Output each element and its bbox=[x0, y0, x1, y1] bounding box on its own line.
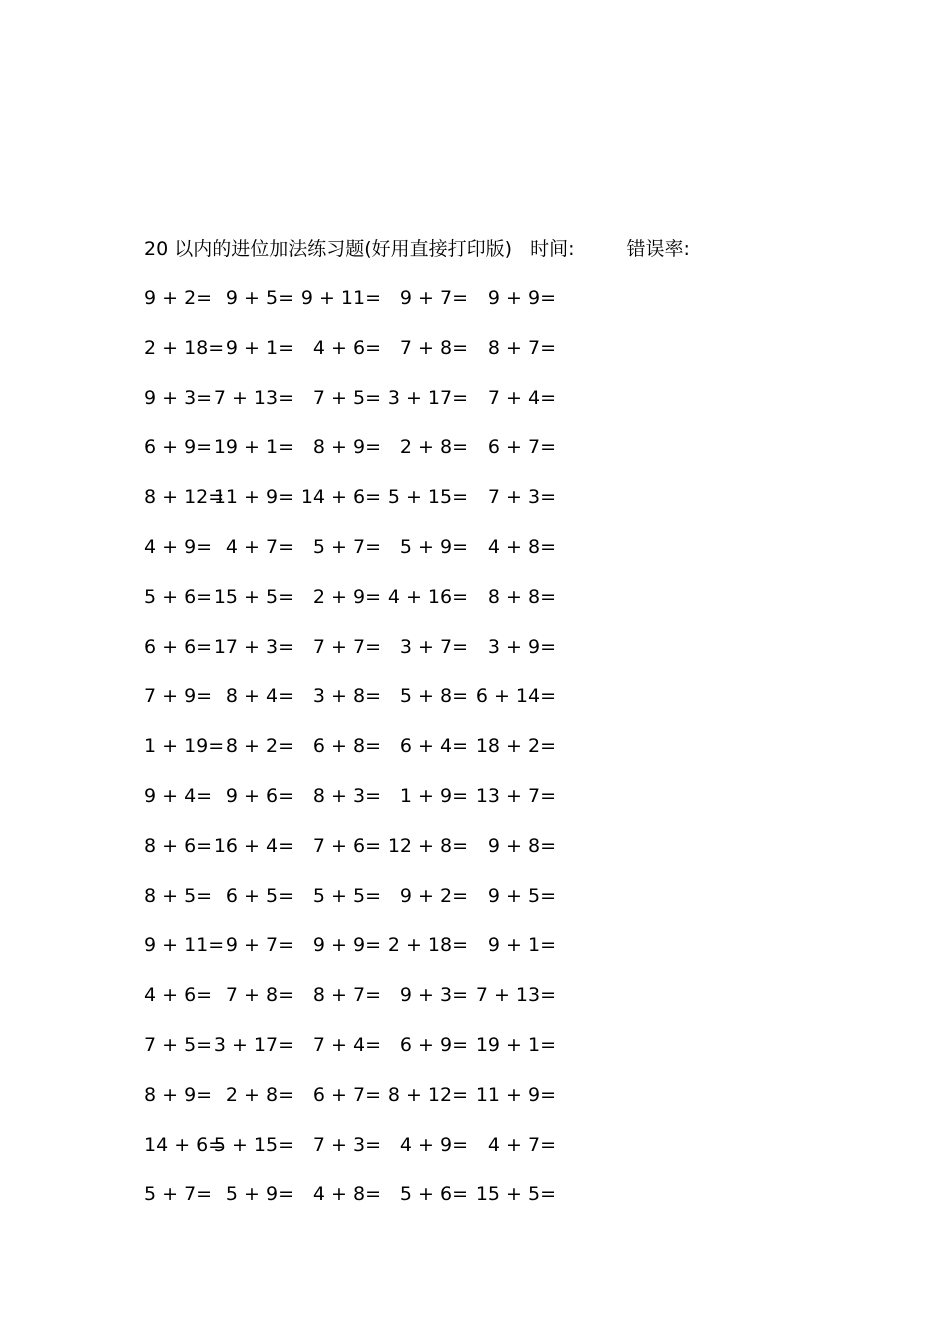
addition-problem: 8 + 12= bbox=[387, 1083, 468, 1106]
addition-problem: 2 + 8= bbox=[399, 436, 468, 459]
addition-problem: 5 + 6= bbox=[144, 585, 213, 608]
addition-problem: 12 + 8= bbox=[387, 834, 468, 857]
addition-problem: 7 + 4= bbox=[312, 1033, 381, 1056]
addition-problem: 14 + 6= bbox=[300, 486, 381, 509]
addition-problem: 9 + 3= bbox=[399, 984, 468, 1007]
addition-problem: 4 + 8= bbox=[312, 1183, 381, 1206]
addition-problem: 7 + 5= bbox=[312, 386, 381, 409]
addition-problem: 19 + 1= bbox=[213, 436, 294, 459]
addition-problem: 7 + 7= bbox=[312, 635, 381, 658]
addition-problem: 6 + 7= bbox=[487, 436, 556, 459]
addition-problem: 3 + 7= bbox=[399, 635, 468, 658]
addition-problem: 8 + 7= bbox=[487, 336, 556, 359]
addition-problem: 1 + 19= bbox=[144, 735, 225, 758]
addition-problem: 4 + 6= bbox=[144, 984, 213, 1007]
addition-problem: 7 + 13= bbox=[475, 984, 556, 1007]
addition-problem: 6 + 9= bbox=[399, 1033, 468, 1056]
addition-problem: 2 + 8= bbox=[225, 1083, 294, 1106]
addition-problem: 9 + 9= bbox=[487, 287, 556, 309]
addition-problem: 2 + 9= bbox=[312, 585, 381, 608]
addition-problem: 7 + 8= bbox=[399, 336, 468, 359]
addition-problem: 8 + 2= bbox=[225, 735, 294, 758]
problem-row bbox=[144, 533, 614, 583]
addition-problem: 5 + 15= bbox=[387, 486, 468, 509]
addition-problem: 2 + 18= bbox=[144, 336, 225, 359]
error-rate-label: 错误率: bbox=[626, 238, 690, 260]
addition-problem: 8 + 12= bbox=[144, 486, 225, 509]
addition-problem: 8 + 4= bbox=[225, 685, 294, 708]
problem-row bbox=[144, 334, 614, 384]
addition-problem: 3 + 8= bbox=[312, 685, 381, 708]
addition-problem: 9 + 4= bbox=[144, 784, 213, 807]
problem-row bbox=[144, 1180, 614, 1230]
addition-problem: 4 + 6= bbox=[312, 336, 381, 359]
problem-row bbox=[144, 483, 614, 533]
addition-problem: 9 + 6= bbox=[225, 784, 294, 807]
addition-problem: 4 + 7= bbox=[487, 1133, 556, 1156]
addition-problem: 18 + 2= bbox=[475, 735, 556, 758]
problem-row bbox=[144, 931, 614, 981]
addition-problem: 5 + 6= bbox=[399, 1183, 468, 1206]
problem-row bbox=[144, 832, 614, 882]
addition-problem: 6 + 8= bbox=[312, 735, 381, 758]
addition-problem: 4 + 16= bbox=[387, 585, 468, 608]
addition-problem: 7 + 8= bbox=[225, 984, 294, 1007]
addition-problem: 4 + 9= bbox=[399, 1133, 468, 1156]
addition-problem: 9 + 11= bbox=[300, 287, 381, 309]
addition-problem: 8 + 8= bbox=[487, 585, 556, 608]
addition-problem: 9 + 2= bbox=[144, 287, 213, 309]
addition-problem: 8 + 3= bbox=[312, 784, 381, 807]
addition-problem: 7 + 6= bbox=[312, 834, 381, 857]
addition-problem: 3 + 17= bbox=[387, 386, 468, 409]
problem-row bbox=[144, 1081, 614, 1131]
problem-row bbox=[144, 732, 614, 782]
addition-problem: 8 + 7= bbox=[312, 984, 381, 1007]
problem-row bbox=[144, 433, 614, 483]
addition-problem: 15 + 5= bbox=[213, 585, 294, 608]
addition-problem: 9 + 1= bbox=[225, 336, 294, 359]
addition-problem: 9 + 7= bbox=[225, 934, 294, 957]
problem-row bbox=[144, 1131, 614, 1181]
addition-problem: 9 + 5= bbox=[487, 884, 556, 907]
addition-problem: 9 + 11= bbox=[144, 934, 225, 957]
addition-problem: 6 + 7= bbox=[312, 1083, 381, 1106]
addition-problem: 4 + 9= bbox=[144, 535, 213, 558]
problem-row bbox=[144, 1031, 614, 1081]
problem-row bbox=[144, 284, 614, 334]
addition-problem: 9 + 3= bbox=[144, 386, 213, 409]
problem-row bbox=[144, 981, 614, 1031]
addition-problem: 6 + 4= bbox=[399, 735, 468, 758]
addition-problem: 4 + 8= bbox=[487, 535, 556, 558]
addition-problem: 6 + 5= bbox=[225, 884, 294, 907]
addition-problem: 1 + 9= bbox=[399, 784, 468, 807]
addition-problem: 6 + 14= bbox=[475, 685, 556, 708]
addition-problem: 17 + 3= bbox=[213, 635, 294, 658]
addition-problem: 19 + 1= bbox=[475, 1033, 556, 1056]
addition-problem: 5 + 8= bbox=[399, 685, 468, 708]
time-label: 时间: bbox=[530, 238, 575, 260]
addition-problem: 7 + 9= bbox=[144, 685, 213, 708]
problem-row bbox=[144, 782, 614, 832]
addition-problem: 3 + 9= bbox=[487, 635, 556, 658]
addition-problem: 8 + 5= bbox=[144, 884, 213, 907]
addition-problem: 8 + 6= bbox=[144, 834, 213, 857]
problem-row bbox=[144, 583, 614, 633]
addition-problem: 7 + 5= bbox=[144, 1033, 213, 1056]
addition-problem: 5 + 5= bbox=[312, 884, 381, 907]
addition-problem: 11 + 9= bbox=[475, 1083, 556, 1106]
addition-problem: 7 + 3= bbox=[312, 1133, 381, 1156]
addition-problem: 8 + 9= bbox=[312, 436, 381, 459]
addition-problem: 5 + 15= bbox=[213, 1133, 294, 1156]
addition-problem: 6 + 6= bbox=[144, 635, 213, 658]
addition-problem: 13 + 7= bbox=[475, 784, 556, 807]
problem-row bbox=[144, 384, 614, 434]
addition-problem: 9 + 1= bbox=[487, 934, 556, 957]
addition-problem: 7 + 3= bbox=[487, 486, 556, 509]
addition-problem: 5 + 9= bbox=[225, 1183, 294, 1206]
addition-problem: 5 + 7= bbox=[144, 1183, 213, 1206]
addition-problem: 6 + 9= bbox=[144, 436, 213, 459]
addition-problem: 7 + 4= bbox=[487, 386, 556, 409]
title-main: 20 以内的进位加法练习题(好用直接打印版) bbox=[144, 238, 513, 260]
addition-problem: 15 + 5= bbox=[475, 1183, 556, 1206]
addition-problem: 5 + 9= bbox=[399, 535, 468, 558]
addition-problem: 9 + 2= bbox=[399, 884, 468, 907]
addition-problem: 16 + 4= bbox=[213, 834, 294, 857]
addition-problem: 8 + 9= bbox=[144, 1083, 213, 1106]
addition-problem: 9 + 8= bbox=[487, 834, 556, 857]
problem-row bbox=[144, 882, 614, 932]
addition-problem: 2 + 18= bbox=[387, 934, 468, 957]
addition-problem: 7 + 13= bbox=[213, 386, 294, 409]
addition-problem: 14 + 6= bbox=[144, 1133, 225, 1156]
addition-problem: 9 + 7= bbox=[399, 287, 468, 309]
problem-row bbox=[144, 633, 614, 683]
addition-problem: 9 + 5= bbox=[225, 287, 294, 309]
addition-problem: 11 + 9= bbox=[213, 486, 294, 509]
addition-problem: 4 + 7= bbox=[225, 535, 294, 558]
worksheet-title bbox=[144, 235, 690, 263]
addition-problem: 9 + 9= bbox=[312, 934, 381, 957]
problem-row bbox=[144, 682, 614, 732]
problem-grid bbox=[144, 284, 614, 1230]
addition-problem: 5 + 7= bbox=[312, 535, 381, 558]
addition-problem: 3 + 17= bbox=[213, 1033, 294, 1056]
